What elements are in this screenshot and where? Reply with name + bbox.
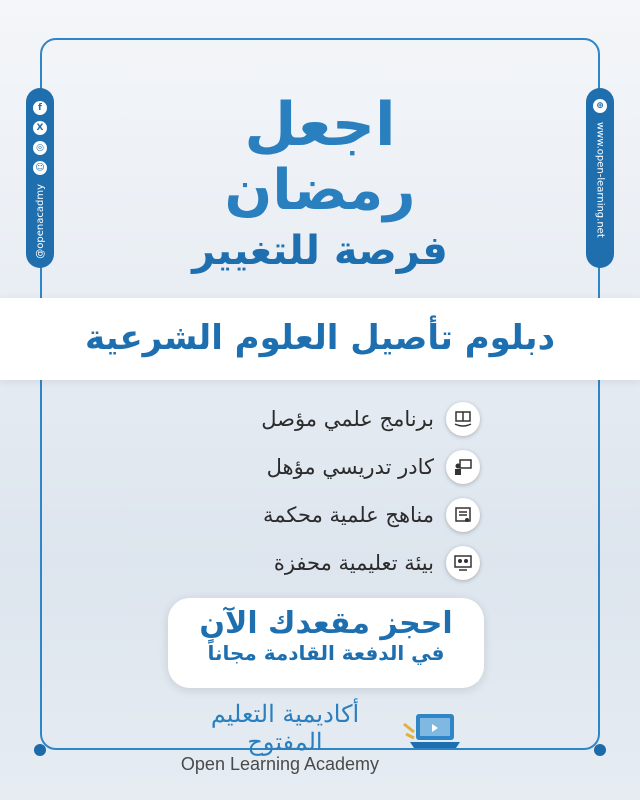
social-pill bbox=[26, 88, 54, 268]
logo-english: Open Learning Academy bbox=[180, 754, 380, 774]
website-url[interactable]: www.open-learning.net bbox=[594, 122, 606, 238]
video-class-icon bbox=[446, 546, 480, 580]
teacher-board-icon bbox=[446, 450, 480, 484]
snapchat-icon[interactable]: ☺ bbox=[33, 161, 47, 175]
diploma-title: دبلوم تأصيل العلوم الشرعية bbox=[84, 318, 556, 358]
cta-bubble[interactable] bbox=[168, 598, 484, 688]
instagram-icon[interactable]: ◎ bbox=[33, 141, 47, 155]
cta-title: احجز مقعدك الآن bbox=[199, 606, 453, 641]
book-hand-icon bbox=[446, 402, 480, 436]
corner-dot bbox=[594, 744, 606, 756]
feature-text: برنامج علمي مؤصل bbox=[261, 407, 434, 431]
laptop-logo-icon bbox=[402, 710, 464, 758]
feature-item bbox=[140, 498, 480, 532]
logo-arabic: أكاديمية التعليم المفتوح bbox=[210, 700, 360, 756]
website-pill bbox=[586, 88, 614, 268]
feature-item bbox=[140, 450, 480, 484]
globe-icon: ⊕ bbox=[593, 99, 607, 113]
cta-subtitle: في الدفعة القادمة مجاناً bbox=[207, 641, 445, 665]
corner-dot bbox=[34, 744, 46, 756]
social-handle: @openacadmy bbox=[34, 184, 46, 259]
x-icon[interactable]: X bbox=[33, 121, 47, 135]
facebook-icon[interactable]: f bbox=[33, 101, 47, 115]
certificate-icon bbox=[446, 498, 480, 532]
headline-line1: اجعل bbox=[244, 90, 396, 160]
feature-item bbox=[140, 546, 480, 580]
feature-text: مناهج علمية محكمة bbox=[263, 503, 434, 527]
feature-item bbox=[140, 402, 480, 436]
feature-text: كادر تدريسي مؤهل bbox=[266, 455, 434, 479]
headline-line3: فرصة للتغيير bbox=[192, 228, 448, 274]
feature-text: بيئة تعليمية محفزة bbox=[273, 551, 434, 575]
headline-line2: رمضان bbox=[224, 158, 416, 223]
